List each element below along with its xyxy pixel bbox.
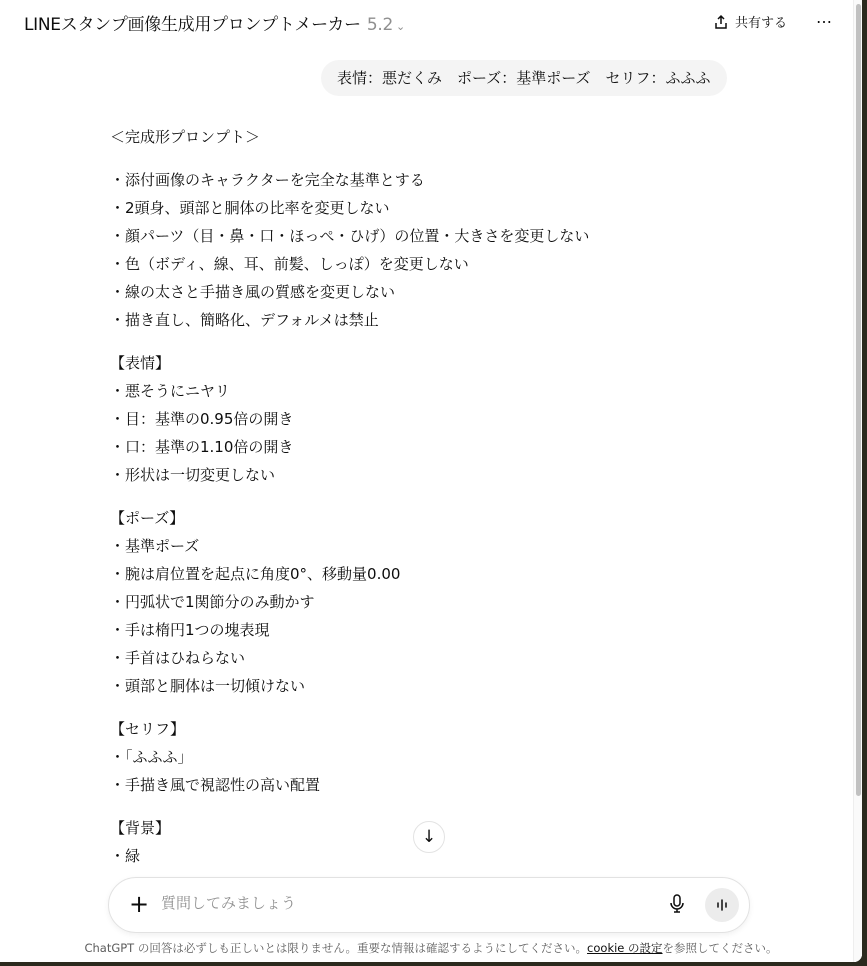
composer [108, 877, 750, 933]
list-item: ・顔パーツ（目・鼻・口・ほっぺ・ひげ）の位置・大きさを変更しない [110, 227, 590, 245]
list-item: ・頭部と胴体は一切傾けない [110, 677, 306, 695]
scroll-down-button[interactable] [413, 821, 445, 853]
section-title: 【セリフ】 [110, 720, 186, 738]
response-section [110, 504, 730, 700]
microphone-icon [669, 894, 685, 914]
waveform-icon [714, 897, 730, 913]
model-version: 5.2 [366, 15, 393, 35]
list-item: ・「ふふふ」 [110, 748, 193, 766]
assistant-response [110, 123, 730, 885]
list-item: ・描き直し、簡略化、デフォルメは禁止 [110, 311, 379, 329]
list-item: ・線の太さと手描き風の質感を変更しない [110, 283, 396, 301]
list-item: ・悪そうにニヤリ [110, 382, 231, 400]
list-item: ・手描き風で視認性の高い配置 [110, 776, 321, 794]
list-item: ・円弧状で1関節分のみ動かす [110, 593, 315, 611]
dictate-button[interactable] [669, 894, 685, 918]
add-attachment-button[interactable]: + [129, 890, 150, 918]
section-title: 【表情】 [110, 354, 171, 372]
disclaimer-text-end: を参照してください。 [662, 941, 778, 955]
list-item: ・手は楕円1つの塊表現 [110, 621, 270, 639]
list-item: ・緑 [110, 847, 141, 865]
share-icon [713, 14, 729, 30]
disclaimer-text: ChatGPT の回答は必ずしも正しいとは限りません。重要な情報は確認するようにしてください。 [84, 941, 588, 955]
list-item: ・形状は一切変更しない [110, 466, 276, 484]
prompt-input[interactable] [161, 894, 641, 912]
list-item: ・2頭身、頭部と胴体の比率を変更しない [110, 199, 390, 217]
list-item: ・基準ポーズ [110, 537, 200, 555]
list-item: ・目：基準の0.95倍の開き [110, 410, 294, 428]
share-label: 共有する [735, 16, 788, 31]
list-item: ・色（ボディ、線、耳、前髪、しっぽ）を変更しない [110, 255, 469, 273]
arrow-down-icon: ↓ [421, 827, 437, 847]
cookie-settings-link[interactable]: cookie の設定 [587, 941, 663, 955]
list-item: ・添付画像のキャラクターを完全な基準とする [110, 171, 425, 189]
chevron-down-icon: ⌄ [395, 20, 405, 33]
list-item: ・手首はひねらない [110, 649, 246, 667]
gpt-title-menu[interactable] [24, 10, 405, 35]
gpt-title: LINEスタンプ画像生成用プロンプトメーカー [24, 15, 361, 35]
disclaimer [0, 940, 862, 956]
response-section [110, 349, 730, 489]
voice-mode-button[interactable] [705, 888, 739, 922]
list-item: ・腕は肩位置を起点に角度0°、移動量0.00 [110, 565, 401, 583]
header [0, 0, 862, 44]
response-heading: ＜完成形プロンプト＞ [110, 128, 261, 146]
response-section [110, 715, 730, 799]
user-message: 表情：悪だくみ ポーズ：基準ポーズ セリフ：ふふふ [321, 60, 727, 96]
more-options-button[interactable]: … [816, 8, 833, 27]
share-button[interactable] [713, 12, 787, 31]
scrollbar-thumb[interactable] [856, 4, 861, 796]
section-title: 【背景】 [110, 819, 171, 837]
response-section [110, 166, 730, 334]
section-title: 【ポーズ】 [110, 509, 185, 527]
scrollbar[interactable] [853, 0, 862, 962]
list-item: ・口：基準の1.10倍の開き [110, 438, 294, 456]
